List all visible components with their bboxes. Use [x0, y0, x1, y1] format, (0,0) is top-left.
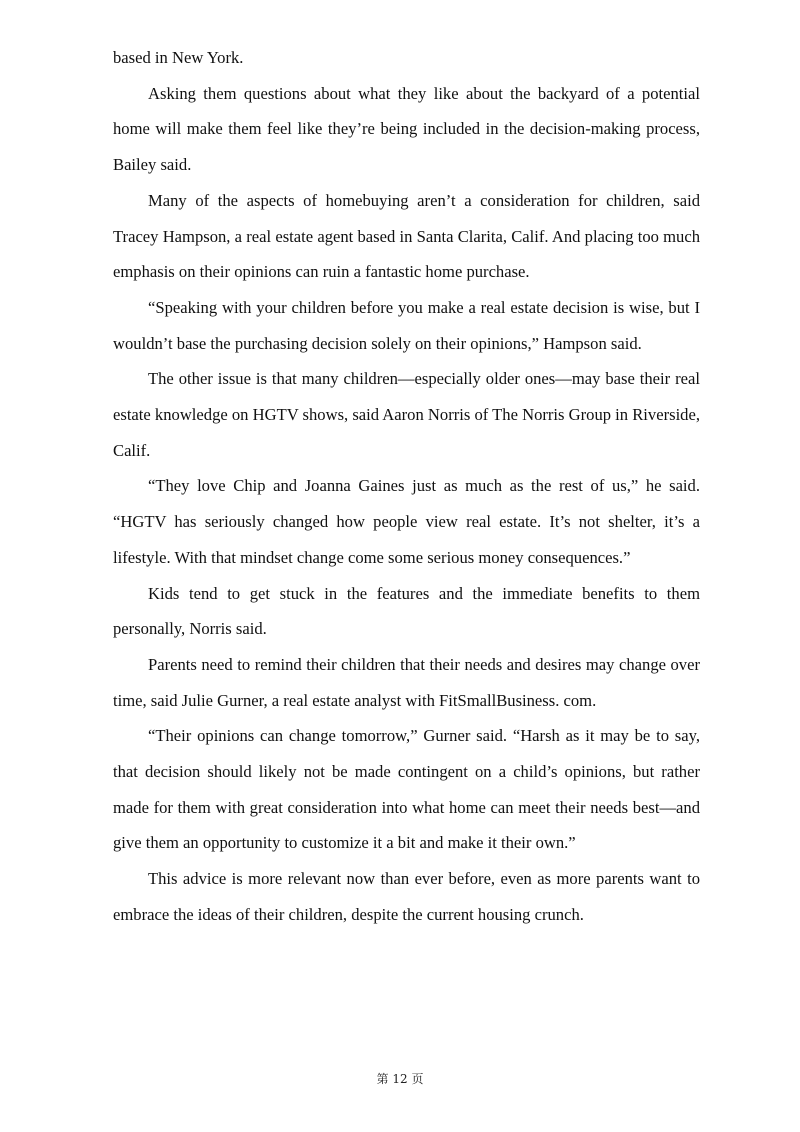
paragraph: “Speaking with your children before you make a real estate decision is wise, but I wouldn’t base the purchasing decision solely on their opinions,” Hampson said. — [113, 297, 700, 353]
paragraph-continuation: based in New York. — [113, 48, 244, 67]
paragraph: This advice is more relevant now than ever before, even as more parents want to embrace the ideas of their children, despite the current housing crunch. — [113, 869, 700, 924]
document-body — [113, 40, 700, 933]
paragraph: Many of the aspects of homebuying aren’t a consideration for children, said Tracey Hampson, a real estate agent based in Santa Clarita, Calif. And placing too much emphasis on their opinions can ruin a fantastic home purchase. — [113, 190, 700, 282]
paragraph: The other issue is that many children—especially older ones—may base their real estate knowledge on HGTV shows, said Aaron Norris of The Norris Group in Riverside, Calif. — [113, 369, 700, 460]
paragraph: “They love Chip and Joanna Gaines just as much as the rest of us,” he said. “HGTV has seriously changed how people view real estate. It’s not shelter, it’s a lifestyle. With that mindset change come some serious money consequences.” — [113, 476, 700, 567]
paragraph: Kids tend to get stuck in the features and the immediate benefits to them personally, Norris said. — [113, 583, 700, 639]
paragraph: “Their opinions can change tomorrow,” Gurner said. “Harsh as it may be to say, that decision should likely not be made contingent on a child’s opinions, but rather made for them with great consideration into what home can meet their needs best—and give them an opportunity to customize it a bit and make it their own.” — [113, 726, 700, 853]
paragraph: Parents need to remind their children that their needs and desires may change over time, said Julie Gurner, a real estate analyst with FitSmallBusiness. com. — [113, 654, 700, 710]
page-number: 第 12 页 — [376, 1072, 424, 1086]
paragraph: Asking them questions about what they like about the backyard of a potential home will make them feel like they’re being included in the decision-making process, Bailey said. — [113, 83, 700, 175]
